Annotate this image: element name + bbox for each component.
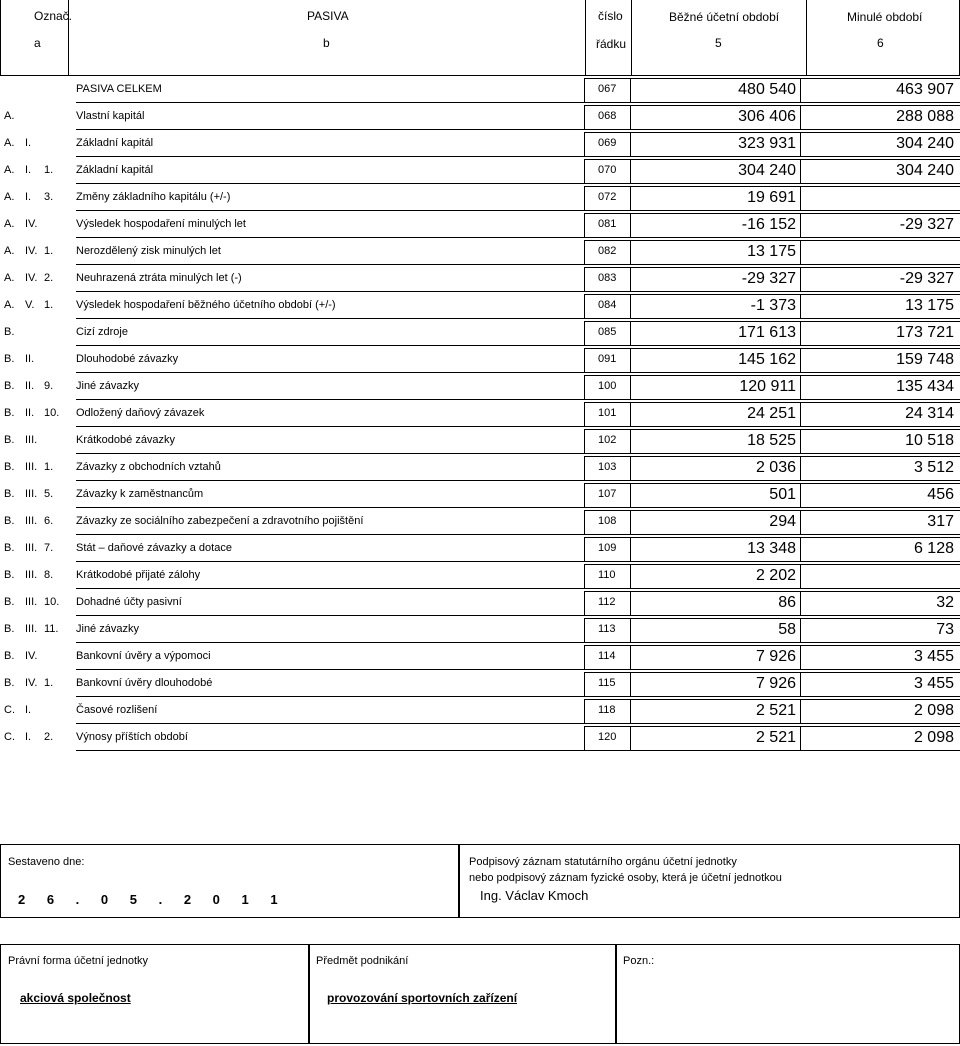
row-previous-period: 10 518 xyxy=(905,432,954,449)
table-row xyxy=(0,643,960,670)
row-current-period: 2 036 xyxy=(755,459,796,476)
row-previous-period: 135 434 xyxy=(896,378,954,395)
predmet-box xyxy=(309,944,616,1044)
row-previous-period: 3 455 xyxy=(913,648,954,665)
pravni-forma-box xyxy=(0,944,309,1044)
row-oznac-2: II. xyxy=(25,353,35,365)
row-previous-period: -29 327 xyxy=(899,216,954,233)
row-line-number: 100 xyxy=(598,380,617,392)
header-bezne-sub: 5 xyxy=(715,36,722,50)
row-current-period: 304 240 xyxy=(738,162,796,179)
row-oznac-1: B. xyxy=(4,623,15,635)
signature-line1: Podpisový záznam statutárního orgánu účetní jednotky xyxy=(469,856,737,868)
header-bezne: Běžné účetní období xyxy=(669,10,780,24)
row-oznac-1: A. xyxy=(4,137,15,149)
row-oznac-1: B. xyxy=(4,515,15,527)
table-body xyxy=(0,76,960,751)
row-name: Neuhrazená ztráta minulých let (-) xyxy=(76,272,242,284)
row-line-number: 109 xyxy=(598,542,617,554)
row-current-period: 501 xyxy=(769,486,796,503)
row-name: Výsledek hospodaření minulých let xyxy=(76,218,246,230)
row-oznac-1: A. xyxy=(4,164,15,176)
row-oznac-1: B. xyxy=(4,677,15,689)
table-row xyxy=(0,724,960,751)
row-line-number: 081 xyxy=(598,218,617,230)
row-oznac-2: V. xyxy=(25,299,35,311)
row-current-period: 145 162 xyxy=(738,351,796,368)
row-oznac-1: B. xyxy=(4,650,15,662)
row-oznac-2: I. xyxy=(25,731,32,743)
row-oznac-3: 7. xyxy=(44,542,54,554)
row-oznac-1: B. xyxy=(4,353,15,365)
table-row xyxy=(0,481,960,508)
table-row xyxy=(0,319,960,346)
row-name: Závazky z obchodních vztahů xyxy=(76,461,221,473)
row-line-number: 115 xyxy=(598,677,616,689)
row-previous-period: 304 240 xyxy=(896,135,954,152)
row-oznac-3: 5. xyxy=(44,488,54,500)
row-previous-period xyxy=(740,184,954,211)
table-header xyxy=(0,0,960,76)
row-previous-period: 6 128 xyxy=(913,540,954,557)
row-previous-period: -29 327 xyxy=(899,270,954,287)
table-row xyxy=(0,238,960,265)
row-previous-period: 3 512 xyxy=(913,459,954,476)
row-line-number: 107 xyxy=(598,488,617,500)
row-current-period: 306 406 xyxy=(738,108,796,125)
header-oznac-sub: a xyxy=(34,36,41,50)
table-row xyxy=(0,616,960,643)
table-row xyxy=(0,400,960,427)
row-oznac-3: 6. xyxy=(44,515,54,527)
row-oznac-1: B. xyxy=(4,434,15,446)
row-current-period: 323 931 xyxy=(738,135,796,152)
pravni-forma-label: Právní forma účetní jednotky xyxy=(8,955,149,967)
row-previous-period xyxy=(740,562,954,589)
row-current-period: 13 348 xyxy=(747,540,796,557)
table-row xyxy=(0,589,960,616)
row-name: Krátkodobé přijaté zálohy xyxy=(76,569,201,581)
row-previous-period: 456 xyxy=(927,486,954,503)
row-oznac-2: IV. xyxy=(25,218,38,230)
predmet-value: provozování sportovních zařízení xyxy=(327,991,518,1005)
row-line-number: 070 xyxy=(598,164,617,176)
row-previous-period: 3 455 xyxy=(913,675,954,692)
row-previous-period: 304 240 xyxy=(896,162,954,179)
row-current-period: 2 521 xyxy=(755,702,796,719)
row-current-period: 2 521 xyxy=(755,729,796,746)
table-row xyxy=(0,373,960,400)
header-radku: řádku xyxy=(596,37,627,51)
row-oznac-3: 9. xyxy=(44,380,54,392)
table-row xyxy=(0,103,960,130)
row-line-number: 083 xyxy=(598,272,617,284)
row-oznac-1: B. xyxy=(4,542,15,554)
row-oznac-2: II. xyxy=(25,407,35,419)
row-oznac-2: I. xyxy=(25,137,32,149)
row-oznac-1: A. xyxy=(4,110,15,122)
row-name: Bankovní úvěry dlouhodobé xyxy=(76,677,213,689)
row-oznac-2: III. xyxy=(25,461,38,473)
row-name: Změny základního kapitálu (+/-) xyxy=(76,191,231,203)
row-line-number: 120 xyxy=(598,731,617,743)
row-line-number: 069 xyxy=(598,137,617,149)
row-oznac-1: B. xyxy=(4,488,15,500)
row-oznac-3: 11. xyxy=(44,623,59,635)
row-current-period: 24 251 xyxy=(747,405,796,422)
row-line-number: 112 xyxy=(598,596,616,608)
row-current-period: 58 xyxy=(778,621,796,638)
row-line-number: 114 xyxy=(598,650,616,662)
row-current-period: 18 525 xyxy=(747,432,796,449)
row-oznac-1: B. xyxy=(4,380,15,392)
row-previous-period: 317 xyxy=(927,513,954,530)
row-name: Dlouhodobé závazky xyxy=(76,353,179,365)
row-oznac-1: A. xyxy=(4,245,15,257)
row-current-period: 19 691 xyxy=(747,189,796,206)
sestaveno-box xyxy=(0,844,459,918)
row-name: Výnosy příštích období xyxy=(76,731,188,743)
row-oznac-2: IV. xyxy=(25,272,38,284)
row-previous-period xyxy=(740,238,954,265)
row-oznac-2: III. xyxy=(25,434,38,446)
row-current-period: 13 175 xyxy=(747,243,796,260)
row-oznac-1: A. xyxy=(4,218,15,230)
row-previous-period: 73 xyxy=(936,621,954,638)
row-line-number: 113 xyxy=(598,623,616,635)
row-current-period: 171 613 xyxy=(738,324,796,341)
row-name: Dohadné účty pasivní xyxy=(76,596,182,608)
row-line-number: 110 xyxy=(598,569,616,581)
row-oznac-1: B. xyxy=(4,407,15,419)
row-oznac-2: IV. xyxy=(25,245,38,257)
row-oznac-3: 3. xyxy=(44,191,54,203)
row-current-period: -1 373 xyxy=(750,297,796,314)
row-oznac-2: III. xyxy=(25,596,38,608)
row-name: Závazky k zaměstnancům xyxy=(76,488,204,500)
table-row xyxy=(0,346,960,373)
row-oznac-3: 1. xyxy=(44,677,54,689)
row-oznac-1: A. xyxy=(4,191,15,203)
pravni-forma-value: akciová společnost xyxy=(20,991,131,1005)
table-row xyxy=(0,76,960,103)
row-name: Krátkodobé závazky xyxy=(76,434,176,446)
table-row xyxy=(0,265,960,292)
row-oznac-2: I. xyxy=(25,164,32,176)
row-previous-period: 2 098 xyxy=(913,729,954,746)
row-oznac-3: 1. xyxy=(44,299,54,311)
row-current-period: 294 xyxy=(769,513,796,530)
row-previous-period: 32 xyxy=(936,594,954,611)
row-oznac-2: III. xyxy=(25,515,38,527)
table-row xyxy=(0,211,960,238)
row-name: Cizí zdroje xyxy=(76,326,128,338)
row-line-number: 084 xyxy=(598,299,617,311)
row-oznac-1: A. xyxy=(4,272,15,284)
row-line-number: 067 xyxy=(598,83,617,95)
signature-line2: nebo podpisový záznam fyzické osoby, která je účetní jednotkou xyxy=(469,872,782,884)
table-row xyxy=(0,157,960,184)
table-row xyxy=(0,508,960,535)
row-name: Stát – daňové závazky a dotace xyxy=(76,542,232,554)
row-current-period: 120 911 xyxy=(739,378,796,395)
row-oznac-3: 1. xyxy=(44,461,54,473)
row-name: Základní kapitál xyxy=(76,164,154,176)
row-previous-period: 2 098 xyxy=(913,702,954,719)
table-row xyxy=(0,454,960,481)
poznamka-label: Pozn.: xyxy=(623,955,655,967)
row-oznac-2: III. xyxy=(25,623,38,635)
row-name: Bankovní úvěry a výpomoci xyxy=(76,650,211,662)
row-current-period: -29 327 xyxy=(741,270,796,287)
row-name: Nerozdělený zisk minulých let xyxy=(76,245,221,257)
table-row xyxy=(0,184,960,211)
header-oznac: Označ. xyxy=(34,9,73,23)
row-oznac-3: 2. xyxy=(44,272,54,284)
row-oznac-2: II. xyxy=(25,380,35,392)
row-oznac-1: B. xyxy=(4,461,15,473)
row-line-number: 108 xyxy=(598,515,617,527)
table-row xyxy=(0,562,960,589)
row-line-number: 102 xyxy=(598,434,617,446)
row-name: Odložený daňový závazek xyxy=(76,407,205,419)
row-current-period: 7 926 xyxy=(755,675,796,692)
row-previous-period: 24 314 xyxy=(905,405,954,422)
header-minule-sub: 6 xyxy=(877,36,884,50)
row-line-number: 101 xyxy=(598,407,617,419)
row-previous-period: 463 907 xyxy=(896,81,954,98)
header-minule: Minulé období xyxy=(847,10,923,24)
row-line-number: 091 xyxy=(598,353,617,365)
row-oznac-3: 8. xyxy=(44,569,54,581)
row-previous-period: 288 088 xyxy=(896,108,954,125)
table-row xyxy=(0,427,960,454)
row-name: Jiné závazky xyxy=(76,623,139,635)
row-oznac-1: B. xyxy=(4,326,15,338)
row-oznac-2: I. xyxy=(25,191,32,203)
row-oznac-2: IV. xyxy=(25,677,38,689)
signature-name: Ing. Václav Kmoch xyxy=(480,888,589,903)
row-oznac-2: I. xyxy=(25,704,32,716)
row-name: Jiné závazky xyxy=(76,380,139,392)
row-previous-period: 173 721 xyxy=(896,324,954,341)
table-row xyxy=(0,670,960,697)
row-oznac-1: C. xyxy=(4,704,15,716)
row-oznac-3: 10. xyxy=(44,407,60,419)
row-oznac-2: III. xyxy=(25,569,38,581)
row-name: Základní kapitál xyxy=(76,137,154,149)
row-name: PASIVA CELKEM xyxy=(76,83,162,95)
row-oznac-2: III. xyxy=(25,488,38,500)
row-oznac-1: A. xyxy=(4,299,15,311)
header-pasiva: PASIVA xyxy=(307,9,349,23)
row-name: Závazky ze sociálního zabezpečení a zdravotního pojištění xyxy=(76,515,364,527)
row-current-period: 480 540 xyxy=(738,81,796,98)
table-row xyxy=(0,535,960,562)
row-previous-period: 159 748 xyxy=(896,351,954,368)
row-current-period: -16 152 xyxy=(741,216,796,233)
row-oznac-3: 2. xyxy=(44,731,54,743)
poznamka-box xyxy=(616,944,960,1044)
row-oznac-1: B. xyxy=(4,596,15,608)
table-row xyxy=(0,292,960,319)
signature-box xyxy=(459,844,960,918)
row-line-number: 082 xyxy=(598,245,617,257)
predmet-label: Předmět podnikání xyxy=(316,955,409,967)
date-value: 2 6 . 0 5 . 2 0 1 1 xyxy=(18,892,287,907)
row-line-number: 085 xyxy=(598,326,617,338)
row-line-number: 103 xyxy=(598,461,617,473)
row-current-period: 86 xyxy=(778,594,796,611)
row-name: Výsledek hospodaření běžného účetního období (+/-) xyxy=(76,299,336,311)
row-name: Časové rozlišení xyxy=(76,704,158,716)
row-oznac-3: 1. xyxy=(44,164,54,176)
row-oznac-3: 10. xyxy=(44,596,60,608)
row-line-number: 068 xyxy=(598,110,617,122)
row-oznac-2: IV. xyxy=(25,650,38,662)
table-row xyxy=(0,130,960,157)
row-current-period: 2 202 xyxy=(755,567,796,584)
row-oznac-1: C. xyxy=(4,731,15,743)
row-name: Vlastní kapitál xyxy=(76,110,145,122)
row-line-number: 118 xyxy=(598,704,616,716)
header-cislo: číslo xyxy=(598,9,623,23)
header-pasiva-sub: b xyxy=(323,36,330,50)
row-oznac-1: B. xyxy=(4,569,15,581)
table-row xyxy=(0,697,960,724)
row-oznac-3: 1. xyxy=(44,245,54,257)
sestaveno-label: Sestaveno dne: xyxy=(8,856,85,868)
row-current-period: 7 926 xyxy=(755,648,796,665)
row-line-number: 072 xyxy=(598,191,617,203)
row-oznac-2: III. xyxy=(25,542,38,554)
row-previous-period: 13 175 xyxy=(905,297,954,314)
